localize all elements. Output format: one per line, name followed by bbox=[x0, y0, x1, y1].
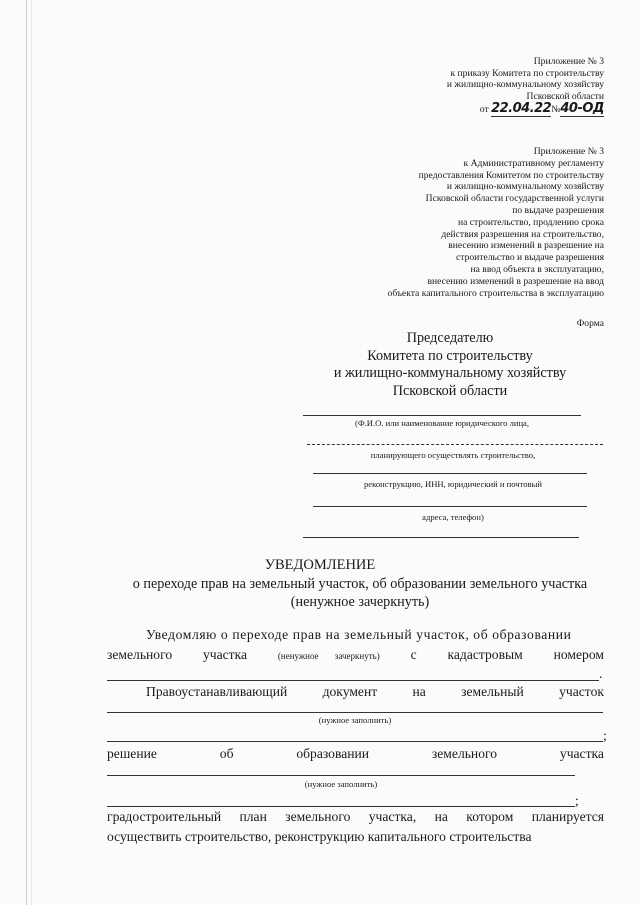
body-line-justified bbox=[107, 647, 604, 663]
body-word: образовании bbox=[296, 746, 370, 761]
body-word: участка bbox=[202, 647, 248, 662]
body-line: осуществить строительство, реконструкцию капитального строительства bbox=[107, 829, 532, 844]
addressee-line: и жилищно-коммунальному хозяйству bbox=[333, 365, 567, 381]
addressee-line: Псковской области bbox=[392, 382, 508, 399]
appendix-regulation-line: объекта капитального строительства в эксплуатацию bbox=[387, 287, 604, 299]
appendix-regulation-line: к Административному регламенту bbox=[463, 157, 604, 169]
appendix-regulation-line: на строительство, продлению срока bbox=[457, 216, 604, 228]
applicant-hint: адреса, телефон) bbox=[422, 512, 484, 522]
appendix-order-line: Приложение № 3 bbox=[533, 56, 604, 67]
scan-edge-line bbox=[26, 0, 27, 905]
fill-hint: (нужное заполнить) bbox=[318, 715, 392, 725]
cadastral-number-field[interactable] bbox=[107, 680, 599, 681]
applicant-field-line bbox=[307, 444, 603, 445]
body-word: Правоустанавливающий bbox=[146, 684, 288, 699]
applicant-field-line bbox=[303, 537, 579, 538]
body-text: Уведомляю о переходе прав на земельный участок, об образовании bbox=[146, 627, 572, 642]
appendix-regulation-line: Псковской области государственной услуги bbox=[425, 193, 604, 205]
appendix-order-line: и жилищно-коммунальному хозяйству bbox=[446, 79, 604, 91]
body-line-justified bbox=[107, 746, 604, 762]
appendix-order-line: к приказу Комитета по строительству bbox=[450, 67, 604, 79]
appendix-order-line: Псковской области bbox=[526, 90, 604, 102]
appendix-regulation-line: на ввод объекта в эксплуатацию, bbox=[470, 263, 604, 275]
appendix-regulation-line: действия разрешения на строительство, bbox=[441, 228, 604, 240]
body-word: кадастровым bbox=[447, 647, 523, 662]
number-sign: № bbox=[551, 104, 561, 116]
body-word: земельного bbox=[107, 647, 173, 662]
appendix-regulation-line: внесению изменений в разрешение на ввод bbox=[427, 275, 604, 287]
document-title: УВЕДОМЛЕНИЕ bbox=[264, 557, 376, 573]
appendix-regulation-line: предоставления Комитетом по строительству bbox=[418, 169, 604, 181]
land-formation-field[interactable] bbox=[107, 775, 575, 776]
semicolon-mark: ; bbox=[575, 793, 579, 808]
addressee-line: Председателю bbox=[406, 330, 494, 346]
fill-hint: (нужное заполнить) bbox=[304, 779, 378, 789]
appendix-regulation-line: и жилищно-коммунальному хозяйству bbox=[446, 181, 604, 193]
body-word: с bbox=[410, 647, 417, 662]
addressee-block bbox=[300, 330, 600, 400]
body-word: об bbox=[219, 746, 234, 761]
body-word: земельный bbox=[461, 684, 524, 699]
body-word: земельного bbox=[431, 746, 498, 761]
period-mark: . bbox=[599, 666, 603, 681]
appendix-regulation-line: по выдаче разрешения bbox=[512, 204, 604, 216]
appendix-order-date-line bbox=[447, 103, 604, 116]
body-word: на bbox=[412, 684, 426, 699]
title-document-field[interactable] bbox=[107, 712, 603, 713]
body-line-justified bbox=[146, 684, 604, 700]
applicant-field-line bbox=[313, 473, 587, 474]
applicant-hint: (Ф.И.О. или наименование юридического лица, bbox=[354, 418, 530, 428]
date-prefix: от bbox=[479, 104, 489, 116]
applicant-field-line bbox=[303, 415, 581, 416]
appendix-order-block bbox=[447, 56, 604, 116]
appendix-regulation-line: внесению изменений в разрешение на bbox=[448, 240, 604, 252]
scan-edge-line-2 bbox=[31, 0, 32, 905]
body-word: участок bbox=[559, 684, 604, 699]
applicant-hint: планирующего осуществлять строительство, bbox=[370, 450, 536, 460]
body-word: документ bbox=[322, 684, 378, 699]
semicolon-mark: ; bbox=[603, 728, 607, 743]
body-note: (ненужное зачеркнуть) bbox=[277, 651, 380, 661]
document-subtitle-note: (ненужное зачеркнуть) bbox=[290, 594, 430, 610]
body-word: номером bbox=[553, 647, 604, 662]
body-line: градостроительный план земельного участка, на котором планируется bbox=[107, 809, 604, 824]
title-document-field-2[interactable] bbox=[107, 741, 603, 742]
appendix-regulation-line: строительство и выдаче разрешения bbox=[456, 252, 604, 264]
form-label: Форма bbox=[576, 318, 604, 329]
body-line bbox=[146, 627, 604, 643]
addressee-line: Комитета по строительству bbox=[367, 347, 533, 364]
appendix-regulation-line: Приложение № 3 bbox=[533, 146, 604, 157]
handwritten-number: 40-ОД bbox=[560, 101, 604, 117]
document-subtitle: о переходе прав на земельный участок, об образовании земельного участка bbox=[132, 576, 588, 592]
land-formation-field-2[interactable] bbox=[107, 806, 575, 807]
body-word: участка bbox=[559, 746, 604, 761]
appendix-regulation-block bbox=[388, 146, 604, 299]
applicant-hint: реконструкцию, ИНН, юридический и почтовый bbox=[364, 479, 542, 489]
applicant-field-line bbox=[313, 506, 587, 507]
body-word: решение bbox=[107, 746, 157, 761]
handwritten-date: 22.04.22 bbox=[491, 101, 552, 117]
